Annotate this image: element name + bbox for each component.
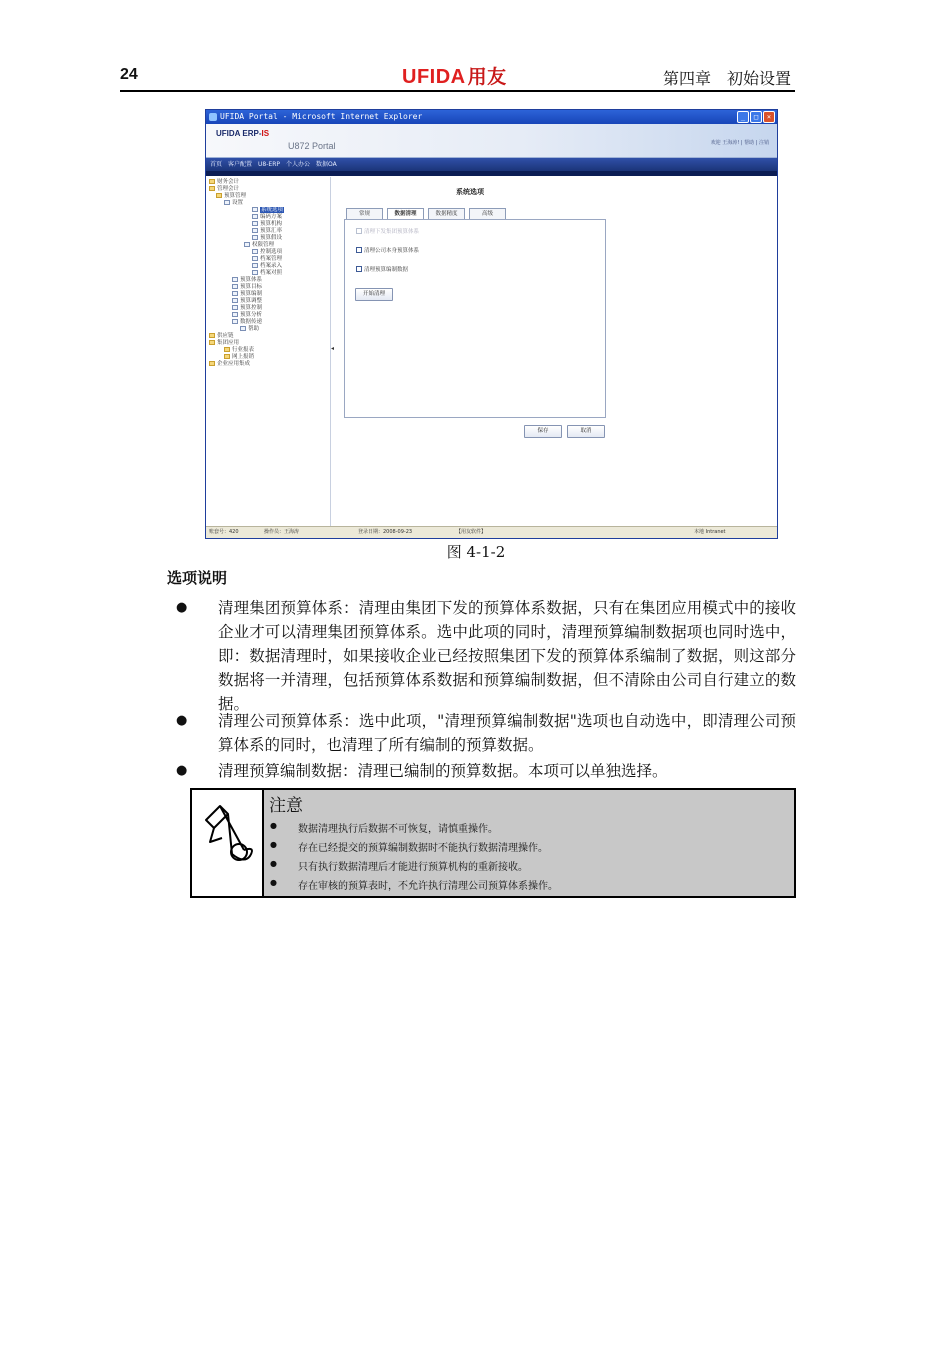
menu-item[interactable]: 数据OA xyxy=(316,161,337,168)
portal-banner xyxy=(206,124,777,158)
tree-node[interactable]: 控制选项 xyxy=(252,249,282,256)
note-item: ● 存在审核的预算表时，不允许执行清理公司预算体系操作。 xyxy=(298,877,558,892)
tree-node[interactable]: 预算机构 xyxy=(252,221,282,228)
dialog-title: 系统选项 xyxy=(456,188,484,196)
window-titlebar xyxy=(206,110,777,124)
tree-node[interactable]: 预算调整 xyxy=(232,298,262,305)
checkbox-icon xyxy=(356,266,362,272)
portal-menu xyxy=(206,158,777,171)
tab-general[interactable]: 常规 xyxy=(346,208,383,220)
status-account: 账套号：420 xyxy=(209,529,239,535)
close-icon[interactable]: × xyxy=(763,111,775,123)
section-title: 选项说明 xyxy=(167,569,228,587)
tree-node[interactable]: 集团应用 xyxy=(209,340,239,347)
navigation-tree xyxy=(206,177,335,528)
ufida-logo xyxy=(402,62,507,89)
note-item: ● 存在已经提交的预算编制数据时不能执行数据清理操作。 xyxy=(298,839,548,854)
note-item: ● 只有执行数据清理后才能进行预算机构的重新接收。 xyxy=(298,858,528,873)
tab-data-precision[interactable]: 数据精度 xyxy=(428,208,465,220)
status-operator: 操作员：王海涛 xyxy=(264,529,300,535)
checkbox-icon xyxy=(356,247,362,253)
tree-node[interactable]: 编码方案 xyxy=(252,214,282,221)
portal-name: U872 Portal xyxy=(288,141,336,151)
tree-node[interactable]: 档案录入 xyxy=(252,263,282,270)
status-zone: 本地 Intranet xyxy=(694,529,726,535)
maximize-icon[interactable]: □ xyxy=(750,111,762,123)
tree-node[interactable]: 供应链 xyxy=(209,333,234,340)
menu-subbar xyxy=(206,171,777,176)
figure-caption: 图 4-1-2 xyxy=(446,543,506,561)
note-item: ● 数据清理执行后数据不可恢复，请慎重操作。 xyxy=(298,820,498,835)
collapse-arrow-icon[interactable]: ◂ xyxy=(331,345,335,352)
option-budget-data-checkbox[interactable]: 清理预算编制数据 xyxy=(356,265,408,273)
tree-node[interactable]: 帮助 xyxy=(240,326,259,333)
tree-node[interactable]: 企业应用集成 xyxy=(209,361,250,368)
note-box xyxy=(190,788,796,898)
cleanup-panel xyxy=(344,219,606,418)
tab-advanced[interactable]: 高级 xyxy=(469,208,506,220)
ie-window-screenshot xyxy=(205,109,778,539)
menu-item[interactable]: 首页 xyxy=(210,161,223,168)
tree-node[interactable]: 数据传递 xyxy=(232,319,262,326)
tree-node[interactable]: 预算体系 xyxy=(232,277,262,284)
tree-node[interactable]: 管理会计 xyxy=(209,186,239,193)
tree-node[interactable]: 档案管理 xyxy=(252,256,282,263)
start-cleanup-button[interactable]: 开始清理 xyxy=(355,288,393,301)
minimize-icon[interactable]: _ xyxy=(737,111,749,123)
window-controls xyxy=(737,111,775,123)
bullet-item: ● 清理公司预算体系：选中此项，"清理预算编制数据"选项也自动选中，即清理公司预算体系的同时，也清理了所有编制的预算数据。 xyxy=(218,709,796,757)
tree-node[interactable]: 档案对照 xyxy=(252,270,282,277)
option-company-budget-checkbox[interactable]: 清理公司本身预算体系 xyxy=(356,246,419,254)
menu-item[interactable]: 客户配置 xyxy=(228,161,253,168)
tree-node[interactable]: 预算控制 xyxy=(232,305,262,312)
chapter-title: 第四章 初始设置 xyxy=(662,69,791,88)
checkbox-icon xyxy=(356,228,362,234)
option-group-budget-checkbox[interactable]: 清理下发集团预算体系 xyxy=(356,227,419,235)
cancel-button[interactable]: 取消 xyxy=(567,425,605,438)
tree-node[interactable]: 行业报表 xyxy=(224,347,254,354)
status-login-date: 登录日期：2008-09-23 xyxy=(358,529,413,535)
system-options-dialog xyxy=(339,177,778,528)
note-title: 注意 xyxy=(269,796,303,816)
tab-data-cleanup[interactable]: 数据清理 xyxy=(387,208,424,220)
page-header xyxy=(120,62,795,92)
welcome-links[interactable]: 欢迎 王海涛! | 帮助 | 注销 xyxy=(710,140,769,146)
tree-node[interactable]: 网上报销 xyxy=(224,354,254,361)
tree-node[interactable]: 预算汇率 xyxy=(252,228,282,235)
menu-item[interactable]: U8-ERP xyxy=(258,161,280,168)
menu-item[interactable]: 个人办公 xyxy=(285,161,310,168)
erp-brand: UFIDA ERP-IS xyxy=(216,129,270,138)
ie-icon xyxy=(209,113,217,121)
logo-cn-text: 用友 xyxy=(467,66,507,88)
tree-node[interactable]: 设置 xyxy=(224,200,243,207)
tree-node[interactable]: 预算假设 xyxy=(252,235,282,242)
save-button[interactable]: 保存 xyxy=(524,425,562,438)
page-number: 24 xyxy=(120,66,138,83)
window-title: UFIDA Portal - Microsoft Internet Explorer xyxy=(220,112,423,121)
status-company: 【用友软件】 xyxy=(456,529,487,535)
megaphone-icon xyxy=(192,790,264,896)
tree-node[interactable]: 财务会计 xyxy=(209,179,239,186)
bullet-item: ● 清理集团预算体系：清理由集团下发的预算体系数据，只有在集团应用模式中的接收企业才可以清理集团预算体系。选中此项的同时，清理预算编制数据项也同时选中，即：数据清理时，如果接收企业已经按照集团下发的预算体系编制了数据，则这部分数据将一并清理，包括预算体系数据和预算编制数据，但不清除由公司自行建立的数据。 xyxy=(218,596,796,716)
bullet-item: ● 清理预算编制数据：清理已编制的预算数据。本项可以单独选择。 xyxy=(218,759,796,783)
tree-node[interactable]: 预算编制 xyxy=(232,291,262,298)
note-body xyxy=(264,790,794,896)
status-bar xyxy=(206,526,777,538)
tree-node[interactable]: 预算分析 xyxy=(232,312,262,319)
logo-text: UFIDA xyxy=(402,66,466,88)
tree-node[interactable]: 权限管理 xyxy=(244,242,274,249)
tree-node[interactable]: 预算目标 xyxy=(232,284,262,291)
tree-node[interactable]: 预算管理 xyxy=(216,193,246,200)
tree-node-selected[interactable]: 系统选项 xyxy=(252,207,284,214)
